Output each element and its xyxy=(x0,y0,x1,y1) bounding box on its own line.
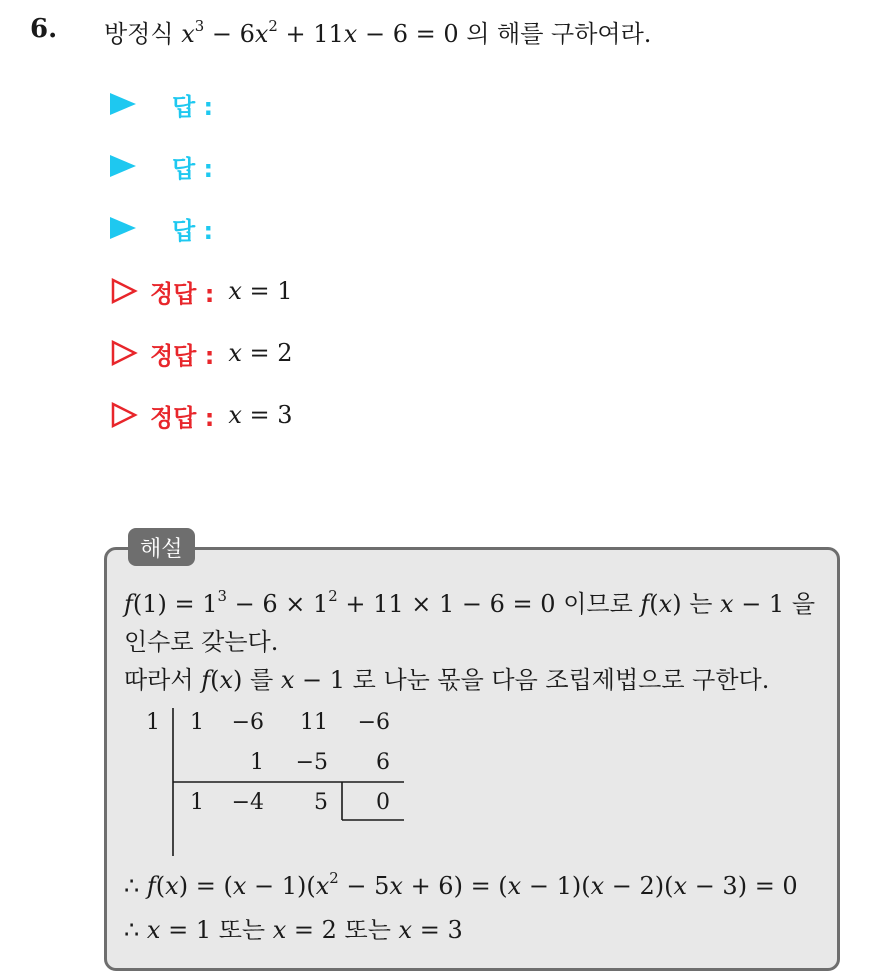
answer-label: 답 : xyxy=(172,216,214,245)
answer-row[interactable] xyxy=(110,208,213,248)
divisor: 1 xyxy=(146,710,160,735)
answer-label: 답 : xyxy=(172,92,214,121)
conclusion-line-2: ∴ x = 1 또는 x = 2 또는 x = 3 xyxy=(124,916,463,944)
result-cell: −4 xyxy=(231,790,264,815)
synthetic-division xyxy=(124,706,424,866)
coef-cell: −6 xyxy=(357,710,390,735)
correct-answer-row xyxy=(110,333,293,373)
mid-cell: −5 xyxy=(295,750,328,775)
answer-row[interactable] xyxy=(110,84,213,124)
coef-cell: 11 xyxy=(300,710,328,735)
outline-triangle-icon xyxy=(110,401,138,429)
correct-label: 정답 : xyxy=(150,403,215,432)
play-arrow-icon xyxy=(110,155,136,177)
correct-answer-row xyxy=(110,395,293,435)
result-cell: 5 xyxy=(314,790,328,815)
play-arrow-icon xyxy=(110,217,136,239)
correct-answer-row xyxy=(110,271,293,311)
outline-triangle-icon xyxy=(110,339,138,367)
mid-cell: 6 xyxy=(376,750,390,775)
correct-value: x = 2 xyxy=(228,339,293,367)
question-number: 6. xyxy=(30,14,58,44)
solution-line-1: $f(1) = 1^3 - 6 \times 1^2 + 11 \times 1 - 6 = 0$ 이므로 f(x) 는 x − 1 을 xyxy=(124,586,816,618)
result-cell: 1 xyxy=(190,790,204,815)
question-text: 방정식 $x^3 - 6x^2 + 11x - 6 = 0$ 의 해를 구하여라. xyxy=(104,16,652,48)
play-arrow-icon xyxy=(110,93,136,115)
correct-value: x = 3 xyxy=(228,401,293,429)
mid-cell: 1 xyxy=(250,750,264,775)
correct-value: x = 1 xyxy=(228,277,293,305)
coef-cell: −6 xyxy=(231,710,264,735)
correct-label: 정답 : xyxy=(150,279,215,308)
correct-label: 정답 : xyxy=(150,341,215,370)
solution-line-2: 인수로 갖는다. xyxy=(124,628,279,656)
remainder-cell: 0 xyxy=(376,790,390,815)
solution-line-3: 따라서 f(x) 를 x − 1 로 나눈 몫을 다음 조립제법으로 구한다. xyxy=(124,666,770,694)
outline-triangle-icon xyxy=(110,277,138,305)
answer-label: 답 : xyxy=(172,154,214,183)
answer-row[interactable] xyxy=(110,146,213,186)
coef-cell: 1 xyxy=(190,710,204,735)
solution-tag: 해설 xyxy=(128,528,195,566)
conclusion-line-1: ∴ $f(x) = (x - 1)(x^2 - 5x + 6) = (x - 1)(x - 2)(x - 3) = 0$ xyxy=(124,868,798,900)
